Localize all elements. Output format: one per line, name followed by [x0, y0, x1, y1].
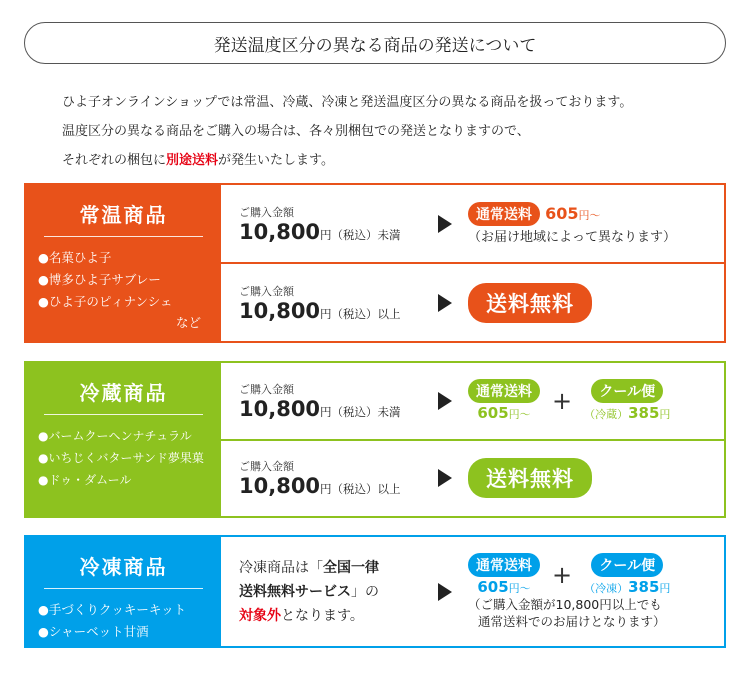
free-shipping-badge: 送料無料 [468, 283, 592, 323]
frozen-category [26, 537, 221, 646]
condition: 以上 [377, 306, 401, 321]
room-temp-etc: など [175, 315, 201, 330]
condition: 未満 [377, 404, 401, 419]
list-item: ●ひよ子のピィナンシェ [38, 294, 173, 309]
room-temp-title: 常温商品 [44, 199, 203, 237]
result-block [468, 283, 724, 323]
arrow-icon [438, 392, 452, 410]
result-block [468, 553, 724, 630]
amount-value: 10,800 [239, 396, 321, 421]
list-item: ●いちじくバターサンド夢果菓 [38, 451, 204, 465]
shipping-price: 605 [477, 404, 509, 423]
frozen-combo [468, 553, 724, 596]
arrow-icon [438, 583, 452, 601]
yen-tax: 円（税込） [320, 306, 378, 321]
arrow-icon [438, 215, 452, 233]
frozen-title: 冷凍商品 [44, 551, 203, 589]
cool-badge: クール便 [591, 553, 663, 577]
result-block [468, 202, 724, 245]
purchase-label: ご購入金額 [239, 460, 294, 474]
condition: 以上 [377, 482, 401, 497]
chilled-section [24, 361, 726, 518]
cool-shipping-cell [584, 553, 670, 596]
yen-tax: 円（税込） [320, 404, 378, 419]
page-title: 発送温度区分の異なる商品の発送について [213, 35, 537, 56]
cool-price: 385 [628, 578, 660, 596]
intro-highlight: 別途送料 [166, 153, 219, 168]
list-item: ●シャーベット甘酒 [38, 624, 149, 639]
list-item: ●ドゥ・ダムール [38, 473, 132, 487]
page-title-box [24, 22, 726, 64]
intro-text [62, 88, 722, 175]
room-temp-row-under [221, 185, 724, 262]
chilled-rows [221, 363, 724, 516]
regular-shipping-badge: 通常送料 [468, 202, 540, 226]
chilled-title: 冷蔵商品 [44, 377, 203, 415]
plus-icon: + [552, 560, 573, 589]
purchase-label: ご購入金額 [239, 382, 294, 396]
amount-block [221, 381, 436, 421]
chilled-items [38, 425, 209, 491]
chilled-category [26, 363, 221, 516]
frozen-note [468, 596, 724, 630]
cool-label: （冷蔵） [584, 408, 629, 422]
room-temp-category [26, 185, 221, 341]
frozen-items [38, 599, 209, 643]
frozen-row [221, 537, 724, 646]
frozen-rows [221, 537, 724, 646]
room-temp-section [24, 183, 726, 343]
price-unit: 円 [659, 582, 671, 595]
frozen-note-1: （ご購入金額が10,800円以上でも [468, 597, 662, 612]
shipping-price: 605 [477, 578, 509, 596]
intro-line-1: ひよ子オンラインショップでは常温、冷蔵、冷凍と発送温度区分の異なる商品を扱っております。 [62, 95, 633, 110]
list-item: ●手づくりクッキーキット [38, 602, 187, 617]
regular-shipping-cell [468, 379, 540, 422]
room-temp-rows [221, 185, 724, 341]
purchase-label: ご購入金額 [239, 205, 294, 219]
frozen-description [221, 556, 436, 628]
desc-excluded: 対象外 [239, 607, 281, 624]
shipping-price: 605 [545, 204, 579, 223]
amount-value: 10,800 [239, 298, 321, 323]
intro-line-2: 温度区分の異なる商品をご購入の場合は、各々別梱包での発送となりますので、 [62, 124, 530, 139]
amount-block [221, 458, 436, 498]
cool-badge: クール便 [591, 379, 663, 403]
cool-label: （冷凍） [584, 582, 629, 595]
arrow-icon [438, 469, 452, 487]
room-temp-row-over [221, 262, 724, 341]
shipping-note: （お届け地域によって異なります） [468, 230, 677, 245]
chilled-row-over [221, 439, 724, 517]
arrow-icon [438, 294, 452, 312]
result-block [468, 458, 724, 498]
intro-line-3-post: が発生いたします。 [218, 153, 334, 168]
intro-line-3 [62, 146, 722, 175]
price-unit: 円〜 [508, 582, 531, 595]
desc-line-1-bold: 全国一律 [323, 559, 379, 576]
result-block [468, 379, 724, 422]
desc-line-2-post: 」の [351, 583, 379, 600]
list-item: ●博多ひよ子サブレー [38, 272, 161, 287]
frozen-note-2: 通常送料でのお届けとなります） [478, 614, 666, 629]
regular-shipping-badge: 通常送料 [468, 553, 540, 577]
regular-shipping-cell [468, 553, 540, 596]
yen-tax: 円（税込） [320, 227, 378, 242]
chilled-row-under [221, 363, 724, 439]
desc-line-3-post: となります。 [281, 607, 364, 624]
amount-block [221, 204, 436, 244]
price-unit: 円〜 [508, 408, 531, 422]
intro-line-3-pre: それぞれの梱包に [62, 153, 167, 168]
room-temp-items [38, 247, 209, 313]
desc-line-2-bold: 送料無料サービス [239, 583, 351, 600]
plus-icon: + [552, 386, 573, 415]
yen-tax: 円（税込） [320, 482, 378, 497]
cool-shipping-cell [584, 379, 670, 422]
amount-block [221, 283, 436, 323]
price-unit: 円 [659, 408, 671, 422]
list-item: ●名菓ひよ子 [38, 250, 112, 265]
list-item: ●バームクーヘンナチュラル [38, 429, 192, 443]
condition: 未満 [377, 227, 401, 242]
cool-price: 385 [628, 404, 660, 423]
price-unit: 円〜 [578, 209, 601, 222]
amount-value: 10,800 [239, 219, 321, 244]
amount-value: 10,800 [239, 474, 321, 499]
frozen-section [24, 535, 726, 648]
regular-shipping-badge: 通常送料 [468, 379, 540, 403]
purchase-label: ご購入金額 [239, 284, 294, 298]
desc-line-1-pre: 冷凍商品は「 [239, 559, 323, 576]
free-shipping-badge: 送料無料 [468, 458, 592, 498]
